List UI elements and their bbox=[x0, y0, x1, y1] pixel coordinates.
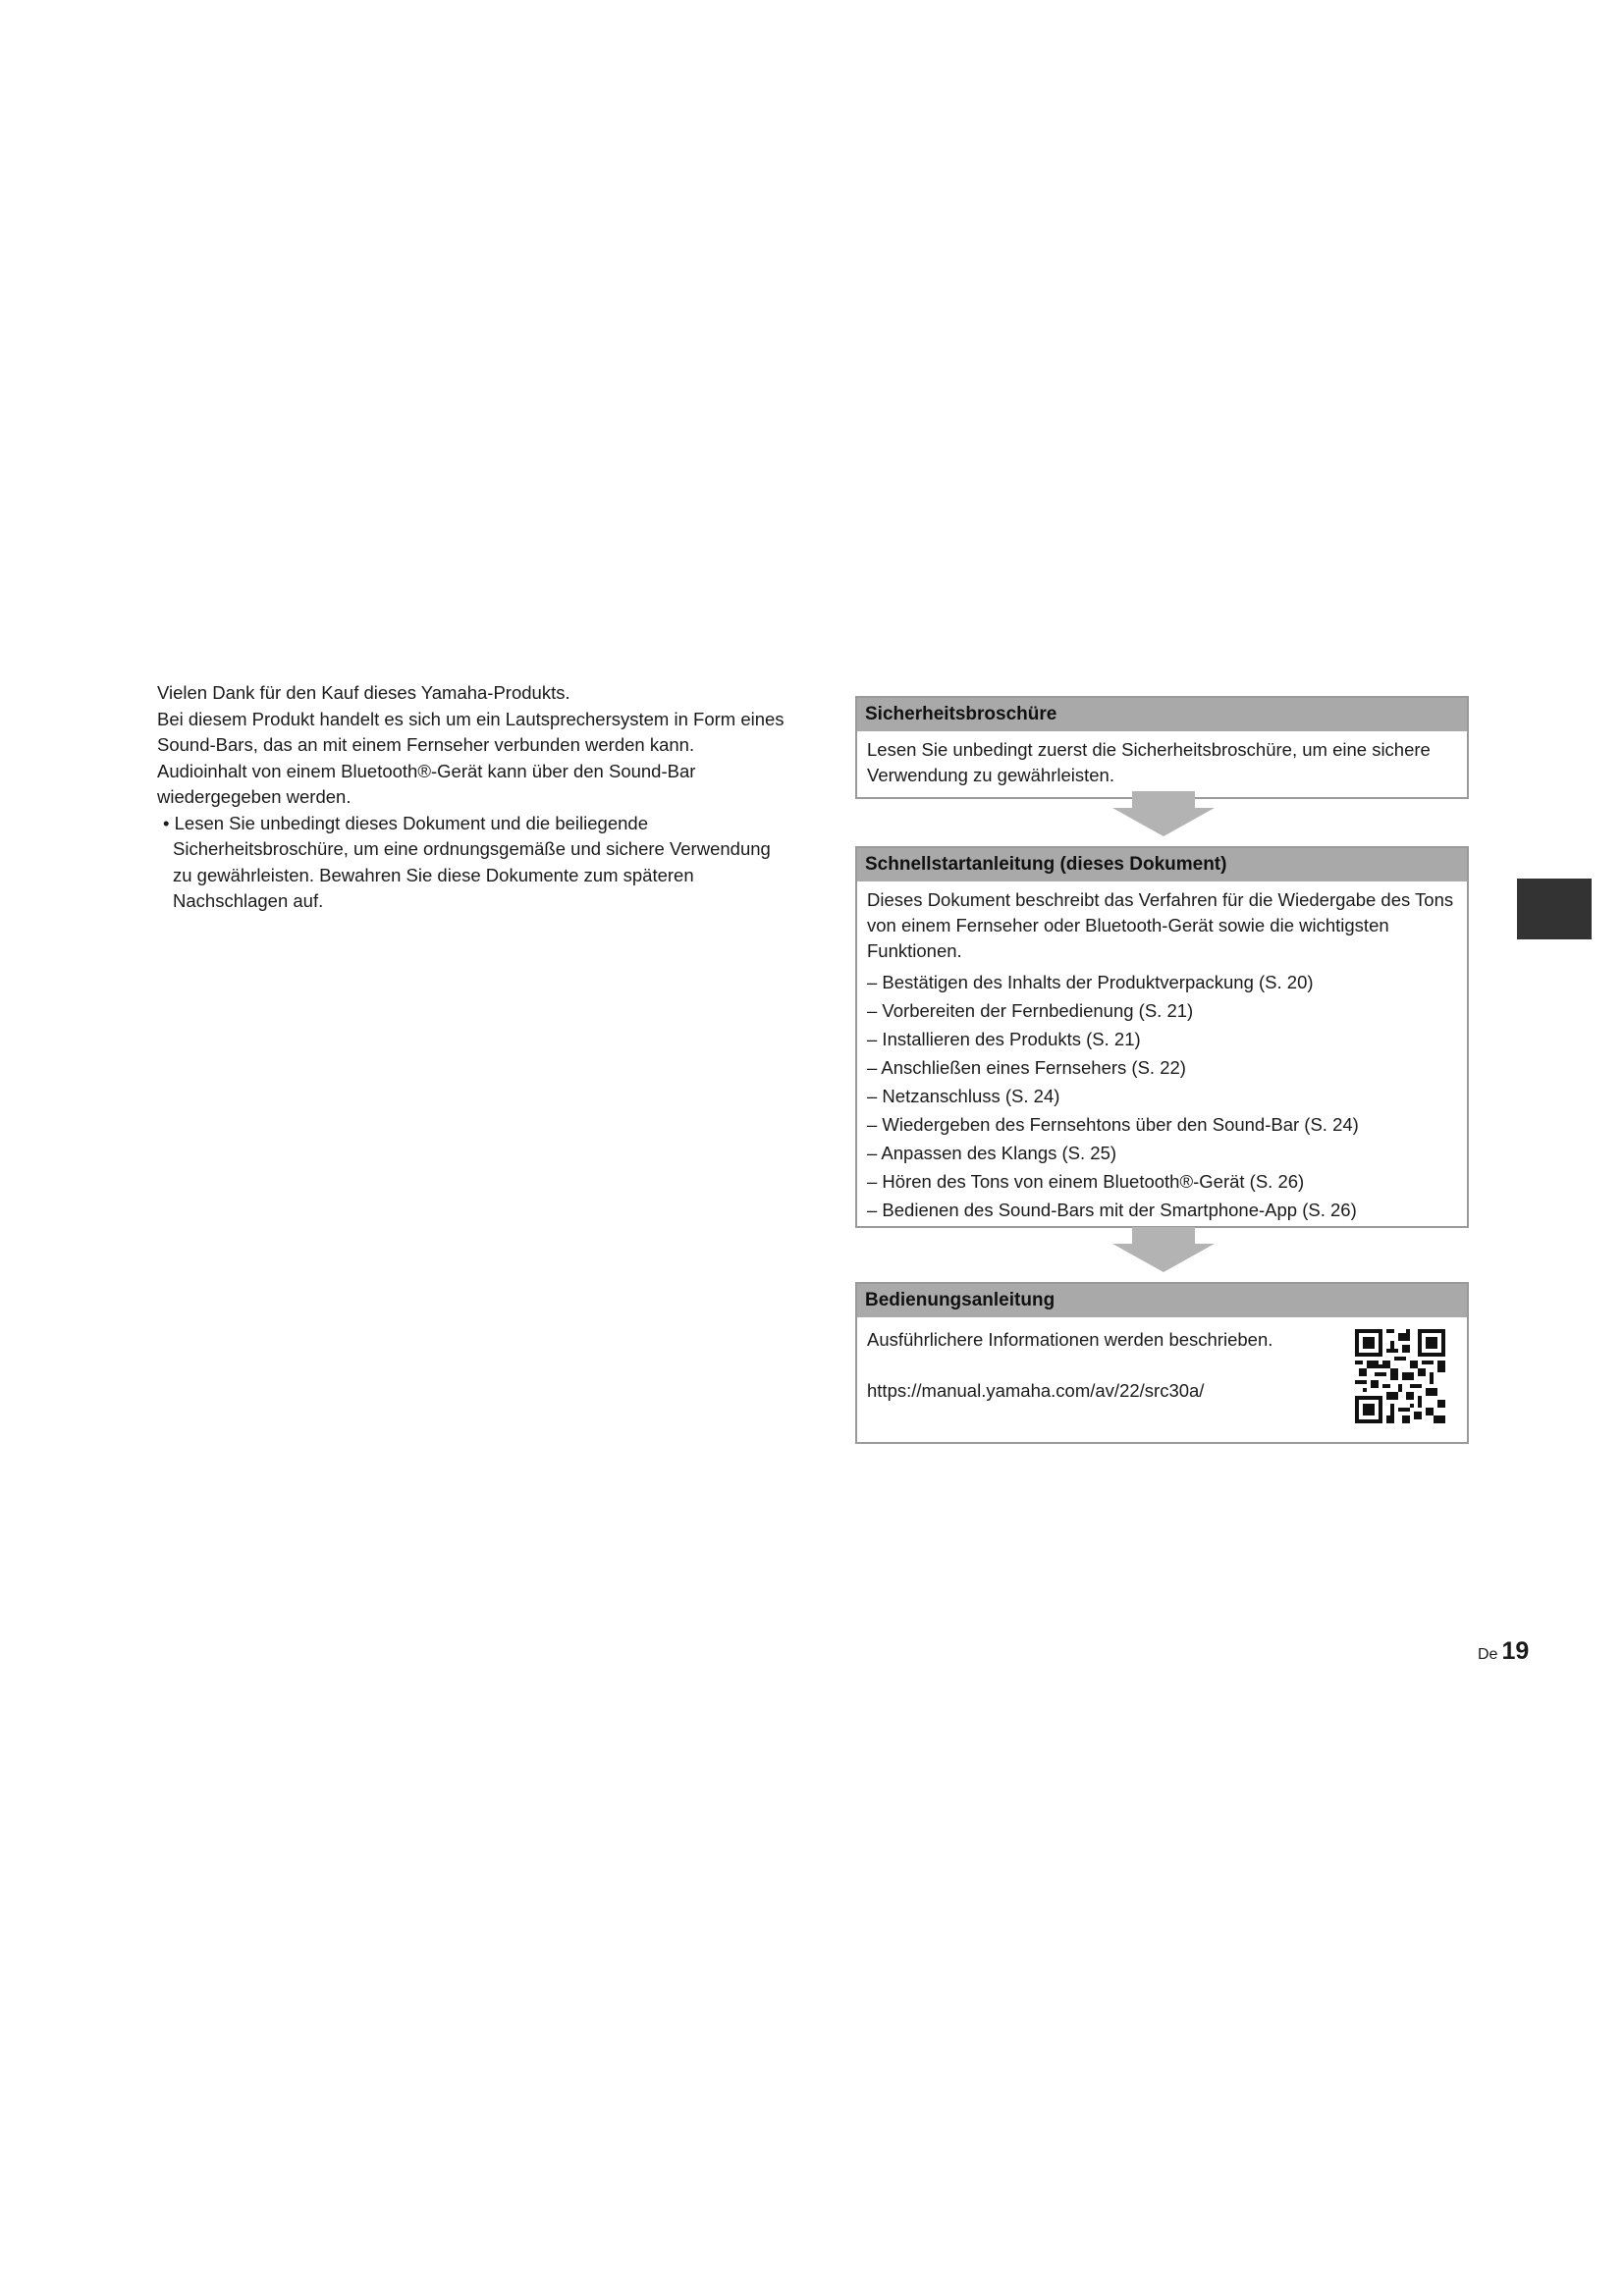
intro-description: Bei diesem Produkt handelt es sich um ein Lautsprechersystem in Form eines Sound-Bars, das an mit einem Fernseher verbunden werden kann. Audioinhalt von einem Bluetooth®-Gerät kann über den Sound-Bar wiedergegeben werden. bbox=[157, 708, 785, 807]
list-item: – Vorbereiten der Fernbedienung (S. 21) bbox=[867, 1000, 1194, 1021]
list-item: – Bestätigen des Inhalts der Produktverpackung (S. 20) bbox=[867, 972, 1314, 992]
page-number bbox=[1478, 1637, 1529, 1666]
manual-text: Ausführlichere Informationen werden beschrieben. bbox=[867, 1329, 1273, 1350]
chapter-tab bbox=[1517, 879, 1592, 939]
intro-thanks: Vielen Dank für den Kauf dieses Yamaha-Produkts. bbox=[157, 682, 570, 703]
manual-box bbox=[855, 1282, 1469, 1444]
quickstart-box bbox=[855, 846, 1469, 1228]
qr-code-icon[interactable] bbox=[1355, 1329, 1445, 1423]
list-item: – Anschließen eines Fernsehers (S. 22) bbox=[867, 1057, 1186, 1078]
page-language: De bbox=[1478, 1646, 1498, 1663]
list-item: – Bedienen des Sound-Bars mit der Smartphone-App (S. 26) bbox=[867, 1200, 1357, 1220]
manual-url[interactable]: https://manual.yamaha.com/av/22/src30a/ bbox=[867, 1380, 1205, 1401]
quickstart-title: Schnellstartanleitung (dieses Dokument) bbox=[857, 848, 1467, 881]
flow-arrow-down-icon bbox=[1112, 791, 1215, 836]
list-item: – Hören des Tons von einem Bluetooth®-Gerät (S. 26) bbox=[867, 1171, 1305, 1192]
list-item: – Installieren des Produkts (S. 21) bbox=[867, 1029, 1141, 1049]
list-item: – Wiedergeben des Fernsehtons über den Sound-Bar (S. 24) bbox=[867, 1114, 1359, 1135]
safety-title: Sicherheitsbroschüre bbox=[857, 698, 1467, 731]
safety-text: Lesen Sie unbedingt zuerst die Sicherheitsbroschüre, um eine sichere Verwendung zu gewährleisten. bbox=[867, 739, 1431, 785]
intro-text bbox=[157, 680, 785, 915]
list-item: – Anpassen des Klangs (S. 25) bbox=[867, 1143, 1117, 1163]
safety-box bbox=[855, 696, 1469, 799]
quickstart-text: Dieses Dokument beschreibt das Verfahren für die Wiedergabe des Tons von einem Fernseher oder Bluetooth-Gerät sowie die wichtigsten Funktionen. bbox=[867, 889, 1454, 961]
manual-title: Bedienungsanleitung bbox=[857, 1284, 1467, 1317]
quickstart-list bbox=[867, 968, 1457, 1224]
list-item: – Netzanschluss (S. 24) bbox=[867, 1086, 1060, 1106]
flow-arrow-down-icon bbox=[1112, 1227, 1215, 1272]
intro-note: • Lesen Sie unbedingt dieses Dokument und die beiliegende Sicherheitsbroschüre, um eine ordnungsgemäße und sichere Verwendung zu gewährleisten. Bewahren Sie diese Dokumente zum späteren Nachschlagen auf. bbox=[163, 812, 771, 911]
page-number-value: 19 bbox=[1501, 1637, 1530, 1665]
